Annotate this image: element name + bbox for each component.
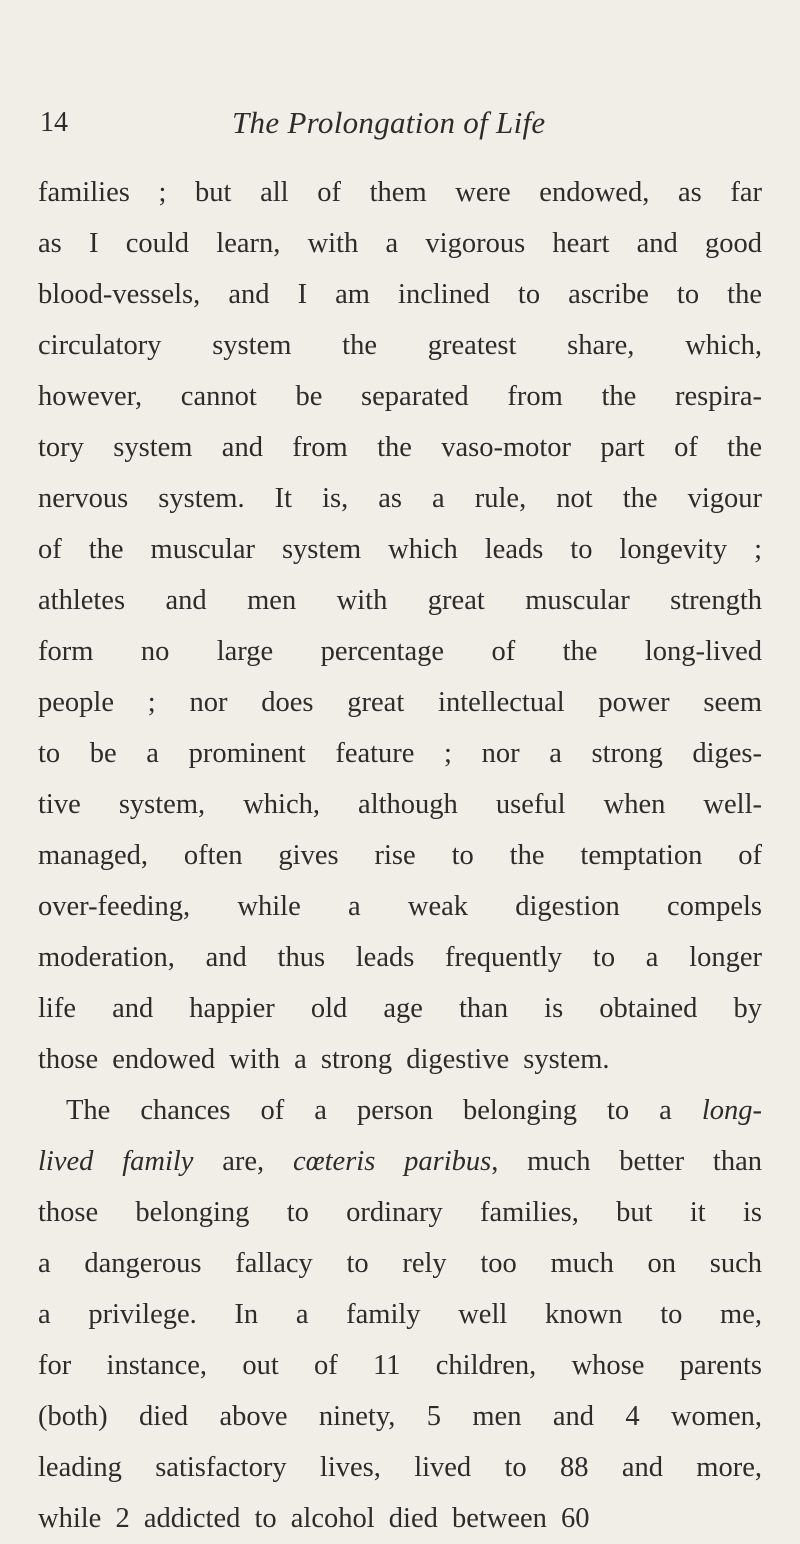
text-line: a privilege. In a family well known to me, [38, 1299, 762, 1330]
text-line: circulatory system the greatest share, which, [38, 330, 762, 361]
text-line: (both) died above ninety, 5 men and 4 women, [38, 1401, 762, 1432]
text-line: leading satisfactory lives, lived to 88 and more, [38, 1452, 762, 1483]
italic-text: cœteris paribus [292, 1146, 492, 1177]
text-line [38, 1136, 762, 1187]
text-line: those belonging to ordinary families, but it is [38, 1197, 762, 1228]
text-line: a dangerous fallacy to rely too much on such [38, 1248, 762, 1279]
text-line: athletes and men with great muscular strength [38, 585, 762, 616]
running-head [40, 103, 760, 143]
text-run: The chances of a person belonging to a [66, 1095, 702, 1126]
text-line: however, cannot be separated from the respira- [38, 381, 762, 412]
text-line: people ; nor does great intellectual power seem [38, 687, 762, 718]
text-line: tory system and from the vaso-motor part of the [38, 432, 762, 463]
text-line: while 2 addicted to alcohol died between 60 [38, 1503, 590, 1534]
text-line: as I could learn, with a vigorous heart and good [38, 228, 762, 259]
italic-text: long- [701, 1095, 762, 1126]
text-line: moderation, and thus leads frequently to a longer [38, 942, 762, 973]
text-line: those endowed with a strong digestive system. [38, 1044, 610, 1075]
text-line: families ; but all of them were endowed, as far [38, 177, 762, 208]
italic-text: lived family [38, 1146, 194, 1177]
text-line: blood-vessels, and I am inclined to ascribe to the [38, 279, 762, 310]
text-line: life and happier old age than is obtained by [38, 993, 762, 1024]
text-run: are, [193, 1146, 293, 1177]
running-title: The Prolongation of Life [232, 105, 546, 140]
text-line: managed, often gives rise to the temptation of [38, 840, 762, 871]
text-run: , much better than [491, 1146, 763, 1177]
text-line: over-feeding, while a weak digestion compels [38, 891, 762, 922]
text-line: of the muscular system which leads to longevity ; [38, 534, 762, 565]
body-text [38, 167, 762, 1544]
text-line: form no large percentage of the long-lived [38, 636, 762, 667]
text-line: nervous system. It is, as a rule, not the vigour [38, 483, 762, 514]
text-line: for instance, out of 11 children, whose parents [38, 1350, 762, 1381]
text-line: tive system, which, although useful when well- [38, 789, 762, 820]
text-line [38, 1085, 762, 1136]
page-number: 14 [40, 107, 68, 138]
text-line: to be a prominent feature ; nor a strong diges- [38, 738, 762, 769]
